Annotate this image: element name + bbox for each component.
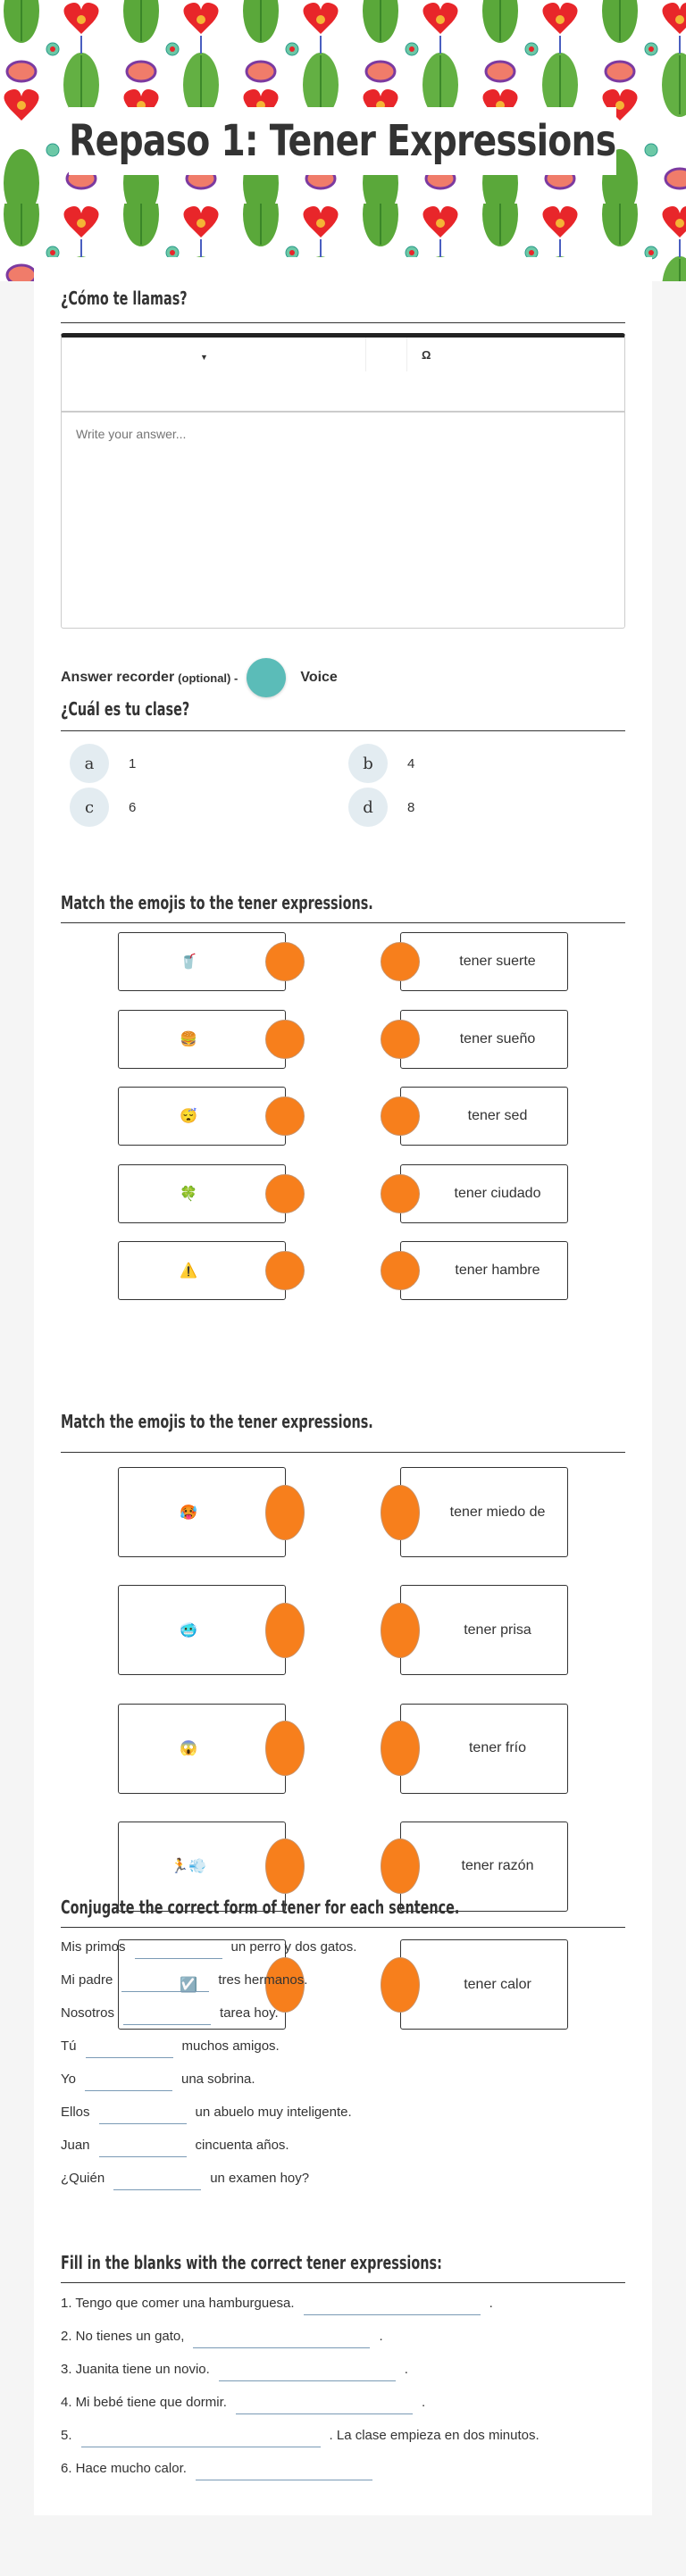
sentence-row [61,2329,383,2348]
option-letter: a [70,744,109,783]
sentence-before: ¿Quién [61,2171,105,2186]
divider [61,922,625,923]
sentence-after: . [404,2362,408,2377]
sentence-after: tres hermanos. [218,1972,308,1988]
recorder-label: Answer recorder [61,670,175,685]
match-right-card[interactable]: tener frío [400,1704,568,1794]
sentence-before: Mis primos [61,1939,126,1955]
match-connector-left[interactable] [265,1603,305,1658]
match-left-card[interactable]: 🍔 [118,1010,286,1069]
match-right-card[interactable]: tener sed [400,1087,568,1146]
sentence-after: un examen hoy? [210,2171,310,2186]
blank-input[interactable] [196,2461,372,2480]
question-title: ¿Cuál es tu clase? [61,698,190,720]
match-left-card[interactable]: 😴 [118,1087,286,1146]
sentence-after: un abuelo muy inteligente. [195,2105,352,2120]
worksheet-card [34,257,652,2515]
match-left-card[interactable]: 🏃💨 [118,1822,286,1912]
sentence-before: 5. [61,2428,72,2443]
match-left-card[interactable]: 🥶 [118,1585,286,1675]
sentence-before: Juan [61,2138,90,2153]
match-left-card[interactable]: ☑️ [118,1939,286,2030]
match-right-card[interactable]: tener sueño [400,1010,568,1069]
toolbar-separator [406,338,407,371]
sentence-row [61,2296,493,2315]
match-connector-left[interactable] [265,1020,305,1059]
sentence-before: Mi padre [61,1972,113,1988]
match-connector-right[interactable] [381,1020,420,1059]
sentence-row [61,2038,280,2058]
match-connector-right[interactable] [381,1485,420,1540]
sentence-after: muchos amigos. [181,2038,280,2054]
sentence-before: 1. Tengo que comer una hamburguesa. [61,2296,295,2311]
match-left-card[interactable]: 🍀 [118,1164,286,1223]
sentence-after: . [421,2395,426,2410]
blank-input[interactable] [219,2362,396,2381]
sentence-after: cincuenta años. [195,2138,289,2153]
match-right-card[interactable]: tener prisa [400,1585,568,1675]
match-connector-left[interactable] [265,1251,305,1290]
sentence-before: 3. Juanita tiene un novio. [61,2362,210,2377]
question-title: Fill in the blanks with the correct tener expressions: [61,2252,442,2273]
match-connector-left[interactable] [265,942,305,981]
special-characters-button[interactable]: Ω [422,348,431,362]
blank-input[interactable] [81,2428,321,2447]
option-text: 6 [129,799,137,815]
blank-input[interactable] [86,2038,173,2058]
match-connector-left[interactable] [265,1721,305,1776]
question-title: Match the emojis to the tener expressions. [61,1411,373,1432]
match-right-card[interactable]: tener calor [400,1939,568,2030]
sentence-before: 6. Hace mucho calor. [61,2461,187,2476]
sentence-after: . [379,2329,383,2344]
option-a[interactable] [70,744,136,783]
sentence-before: 2. No tienes un gato, [61,2329,185,2344]
match-connector-left[interactable] [265,1096,305,1136]
sentence-row [61,2171,309,2190]
option-b[interactable] [348,744,414,783]
blank-input[interactable] [113,2171,201,2190]
match-left-card[interactable]: 😱 [118,1704,286,1794]
rich-text-editor [61,333,625,629]
editor-toolbar [62,338,624,413]
blank-input[interactable] [99,2138,187,2157]
sentence-row [61,2072,255,2091]
blank-input[interactable] [123,2005,211,2025]
match-connector-right[interactable] [381,1174,420,1213]
match-left-card[interactable]: 🥤 [118,932,286,991]
sentence-row [61,2105,352,2124]
blank-input[interactable] [236,2395,413,2414]
match-connector-right[interactable] [381,942,420,981]
blank-input[interactable] [304,2296,481,2315]
sentence-after: un perro y dos gatos. [230,1939,357,1955]
voice-label: Voice [300,670,338,685]
option-d[interactable] [348,788,414,827]
question-title: Match the emojis to the tener expressions. [61,892,373,913]
answer-textarea[interactable] [62,413,624,627]
question-title: Conjugate the correct form of tener for each sentence. [61,1897,460,1918]
divider [61,2282,625,2283]
recorder-optional-label: (optional) - [178,671,238,685]
match-connector-right[interactable] [381,1721,420,1776]
blank-input[interactable] [193,2329,370,2348]
match-connector-right[interactable] [381,1096,420,1136]
sentence-after: . La clase empieza en dos minutos. [329,2428,540,2443]
page-title: Repaso 1: Tener Expressions [69,116,616,166]
sentence-row [61,2362,408,2381]
sentence-after: una sobrina. [180,2072,255,2087]
question-title: ¿Cómo te llamas? [61,288,188,309]
match-connector-right[interactable] [381,1957,420,2013]
option-text: 1 [129,755,137,771]
match-connector-left[interactable] [265,1485,305,1540]
sentence-after: tarea hoy. [220,2005,279,2021]
match-connector-left[interactable] [265,1174,305,1213]
match-right-card[interactable]: tener suerte [400,932,568,991]
divider [61,730,625,731]
option-letter: c [70,788,109,827]
sentence-row [61,2138,289,2157]
option-letter: d [348,788,388,827]
blank-input[interactable] [135,1939,222,1959]
font-dropdown-caret-icon[interactable]: ▼ [200,353,208,362]
match-right-card[interactable]: tener hambre [400,1241,568,1300]
option-text: 8 [407,799,415,815]
sentence-before: Nosotros [61,2005,115,2021]
record-voice-button[interactable] [247,658,286,697]
option-text: 4 [407,755,415,771]
sentence-after: . [489,2296,493,2311]
match-connector-right[interactable] [381,1603,420,1658]
match-connector-right[interactable] [381,1251,420,1290]
match-connector-left[interactable] [265,1838,305,1894]
sentence-row [61,1972,307,1992]
match-right-card[interactable]: tener razón [400,1822,568,1912]
blank-input[interactable] [85,2072,172,2091]
answer-recorder [61,658,338,697]
divider [61,1452,625,1453]
blank-input[interactable] [121,1972,209,1992]
match-left-card[interactable]: 🥵 [118,1467,286,1557]
sentence-row [61,2005,279,2025]
sentence-row [61,2395,425,2414]
blank-input[interactable] [99,2105,187,2124]
sentence-before: Yo [61,2072,76,2087]
match-connector-right[interactable] [381,1838,420,1894]
sentence-before: 4. Mi bebé tiene que dormir. [61,2395,227,2410]
match-left-card[interactable]: ⚠️ [118,1241,286,1300]
option-c[interactable] [70,788,136,827]
option-letter: b [348,744,388,783]
match-right-card[interactable]: tener miedo de [400,1467,568,1557]
sentence-before: Tú [61,2038,77,2054]
sentence-row [61,2428,540,2447]
toolbar-separator [365,338,366,371]
divider [61,322,625,323]
sentence-row [61,1939,356,1959]
sentence-row [61,2461,381,2480]
match-right-card[interactable]: tener ciudado [400,1164,568,1223]
divider [61,1927,625,1928]
sentence-before: Ellos [61,2105,90,2120]
